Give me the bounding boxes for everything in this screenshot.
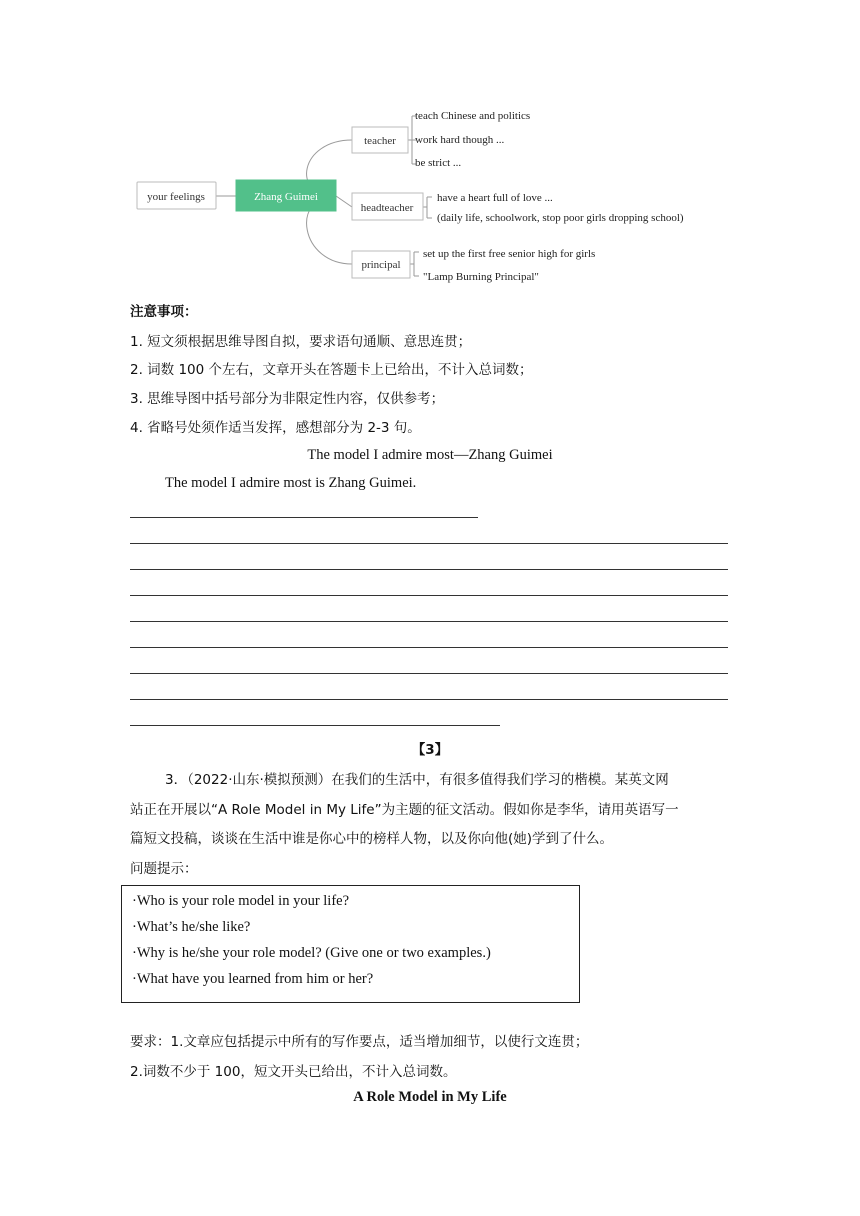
notes-item-3: 3. 思维导图中括号部分为非限定性内容，仅供参考；: [130, 391, 445, 407]
hint-label: 问题提示：: [130, 861, 198, 877]
leaf-headteacher-1: have a heart full of love ...: [437, 192, 553, 204]
writing-line: [130, 621, 728, 622]
writing-line: [130, 595, 728, 596]
notes-item-2: 2. 词数 100 个左右，文章开头在答题卡上已给出，不计入总词数；: [130, 362, 533, 378]
requirement-2: 2.词数不少于 100，短文开头已给出，不计入总词数。: [130, 1064, 457, 1080]
notes-item-1: 1. 短文须根据思维导图自拟，要求语句通顺、意思连贯；: [130, 334, 472, 350]
notes-title: 注意事项：: [130, 304, 198, 320]
writing-line: [130, 647, 728, 648]
essay1-title: The model I admire most—Zhang Guimei: [307, 447, 553, 463]
requirement-1: 要求：1.文章应包括提示中所有的写作要点，适当增加细节，以使行文连贯；: [130, 1034, 589, 1050]
hint-item-3: ·Why is he/she your role model? (Give one or two examples.): [132, 945, 491, 961]
question3-line3: 篇短文投稿，谈谈在生活中谁是你心中的榜样人物，以及你向他(她)学到了什么。: [130, 831, 614, 847]
leaf-principal-1: set up the first free senior high for girls: [423, 248, 596, 260]
hint-box: [121, 885, 580, 1003]
writing-line: [130, 699, 728, 700]
question3-line2: 站正在开展以“A Role Model in My Life”为主题的征文活动。假如你是李华，请用英语写一: [130, 802, 679, 818]
writing-line: [130, 569, 728, 570]
leaf-principal-2: "Lamp Burning Principal": [423, 271, 539, 283]
essay1-opening: The model I admire most is Zhang Guimei.: [165, 475, 417, 491]
question3-line1: 3．（2022·山东·模拟预测）在我们的生活中，有很多值得我们学习的楷模。某英文网: [165, 772, 669, 788]
bracket-headteacher: [423, 197, 432, 218]
writing-line: [130, 725, 500, 726]
hint-item-1: ·Who is your role model in your life?: [132, 893, 350, 909]
connector-headteacher: [336, 196, 352, 207]
leaf-teacher-1: teach Chinese and politics: [415, 110, 531, 122]
essay3-title: A Role Model in My Life: [353, 1089, 507, 1105]
hint-item-2: ·What’s he/she like?: [132, 919, 251, 935]
section-label: 【3】: [411, 742, 449, 758]
writing-line: [130, 673, 728, 674]
label-teacher: teacher: [364, 135, 396, 147]
leaf-teacher-3: be strict ...: [415, 157, 462, 169]
writing-line: [130, 543, 728, 544]
label-zhang-guimei: Zhang Guimei: [254, 191, 318, 203]
writing-line: [130, 517, 478, 518]
label-principal: principal: [361, 259, 401, 271]
label-headteacher: headteacher: [360, 202, 414, 214]
mind-map: [0, 0, 860, 300]
bracket-principal: [410, 252, 419, 276]
leaf-teacher-2: work hard though ...: [415, 134, 505, 146]
hint-item-4: ·What have you learned from him or her?: [132, 971, 374, 987]
label-your-feelings: your feelings: [147, 191, 205, 203]
notes-item-4: 4. 省略号处须作适当发挥，感想部分为 2-3 句。: [130, 420, 421, 436]
leaf-headteacher-2: (daily life, schoolwork, stop poor girls dropping school): [437, 212, 684, 224]
